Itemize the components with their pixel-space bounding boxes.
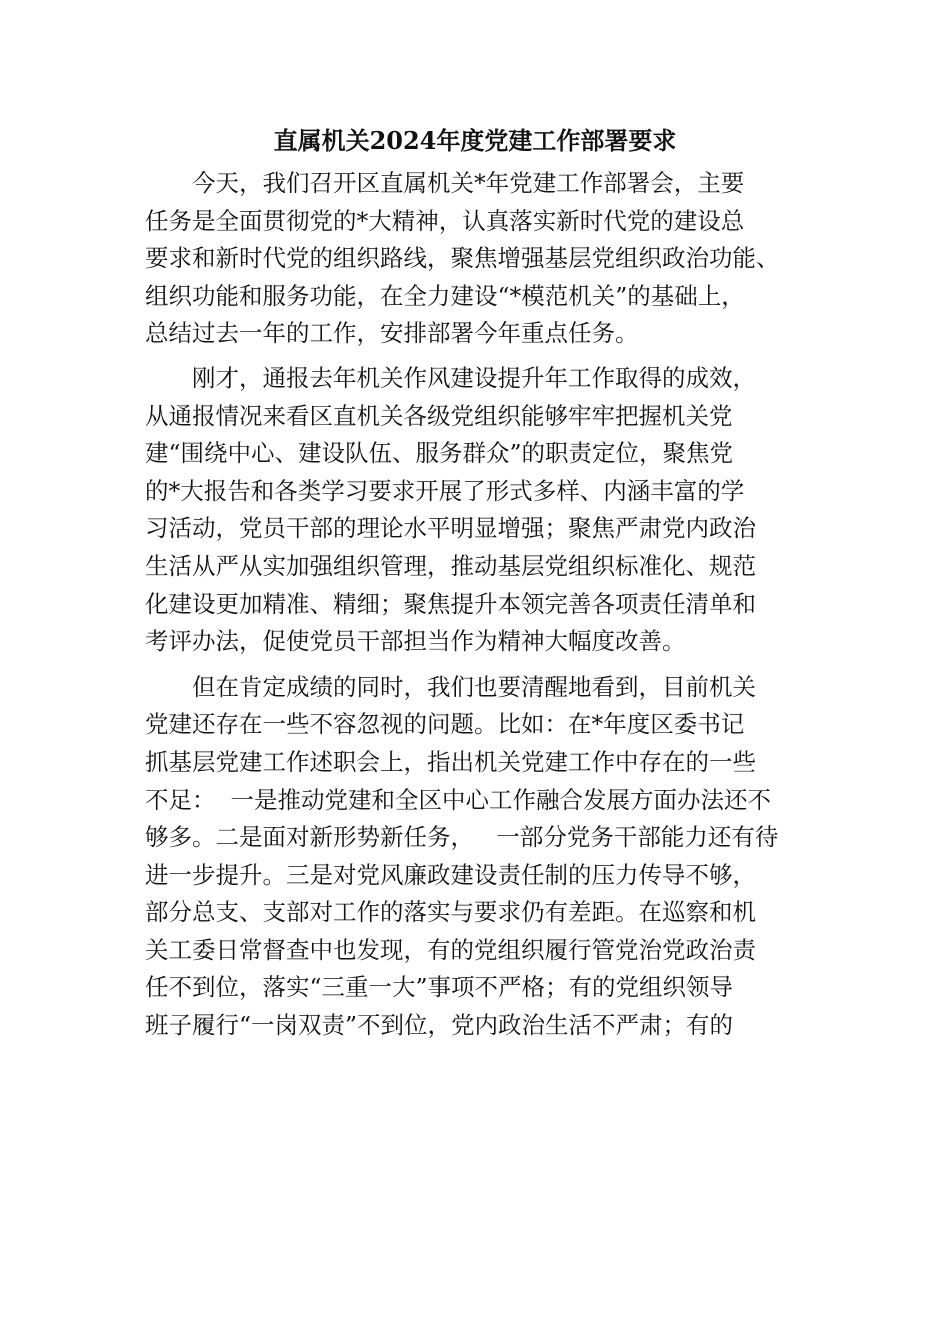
text-line: 进一步提升。三是对党风廉政建设责任制的压力传导不够，: [145, 860, 756, 889]
document-body: [145, 165, 807, 1045]
text-line: 但在肯定成绩的同时，我们也要清醒地看到，目前机关: [145, 672, 756, 701]
text-line: 部分总支、支部对工作的落实与要求仍有差距。在巡察和机: [145, 898, 756, 927]
text-line: 总结过去一年的工作，安排部署今年重点任务。: [145, 319, 639, 348]
text-line: 任务是全面贯彻党的*大精神，认真落实新时代党的建设总: [145, 206, 745, 235]
text-line: 考评办法，促使党员干部担当作为精神大幅度改善。: [145, 627, 686, 656]
text-line: 生活从严从实加强组织管理，推动基层党组织标准化、规范: [145, 551, 756, 580]
text-line: 党建还存在一些不容忽视的问题。比如：在*年度区委书记: [145, 710, 745, 739]
paragraph: [145, 360, 807, 661]
text-line: 组织功能和服务功能，在全力建设“*模范机关”的基础上，: [145, 281, 745, 310]
text-line: 任不到位，落实“三重一大”事项不严格；有的党组织领导: [145, 973, 734, 1002]
text-line: 从通报情况来看区直机关各级党组织能够牢牢把握机关党: [145, 401, 733, 430]
text-line: 班子履行“一岗双责”不到位，党内政治生活不严肃；有的: [145, 1011, 734, 1040]
text-line: 刚才，通报去年机关作风建设提升年工作取得的成效，: [145, 363, 756, 392]
text-line: 习活动，党员干部的理论水平明显增强；聚焦严肃党内政治: [145, 514, 756, 543]
document-title: 直属机关2024年度党建工作部署要求: [273, 126, 677, 155]
text-line: 建“围绕中心、建设队伍、服务群众”的职责定位，聚焦党: [145, 439, 734, 468]
paragraph: [145, 669, 807, 1045]
text-line: 抓基层党建工作述职会上，指出机关党建工作中存在的一些: [145, 747, 756, 776]
text-line: 化建设更加精准、精细；聚焦提升本领完善各项责任清单和: [145, 589, 756, 618]
text-line: 的*大报告和各类学习要求开展了形式多样、内涵丰富的学: [145, 476, 745, 505]
text-line: 够多。二是面对新形势新任务， 一部分党务干部能力还有待: [145, 823, 779, 852]
text-line: 关工委日常督查中也发现，有的党组织履行管党治党政治责: [145, 935, 756, 964]
text-line: 今天，我们召开区直属机关*年党建工作部署会，主要: [145, 169, 745, 197]
paragraph: [145, 165, 807, 353]
text-line: 不足： 一是推动党建和全区中心工作融合发展方面办法还不: [145, 785, 771, 814]
text-line: 要求和新时代党的组织路线，聚焦增强基层党组织政治功能、: [145, 244, 780, 273]
